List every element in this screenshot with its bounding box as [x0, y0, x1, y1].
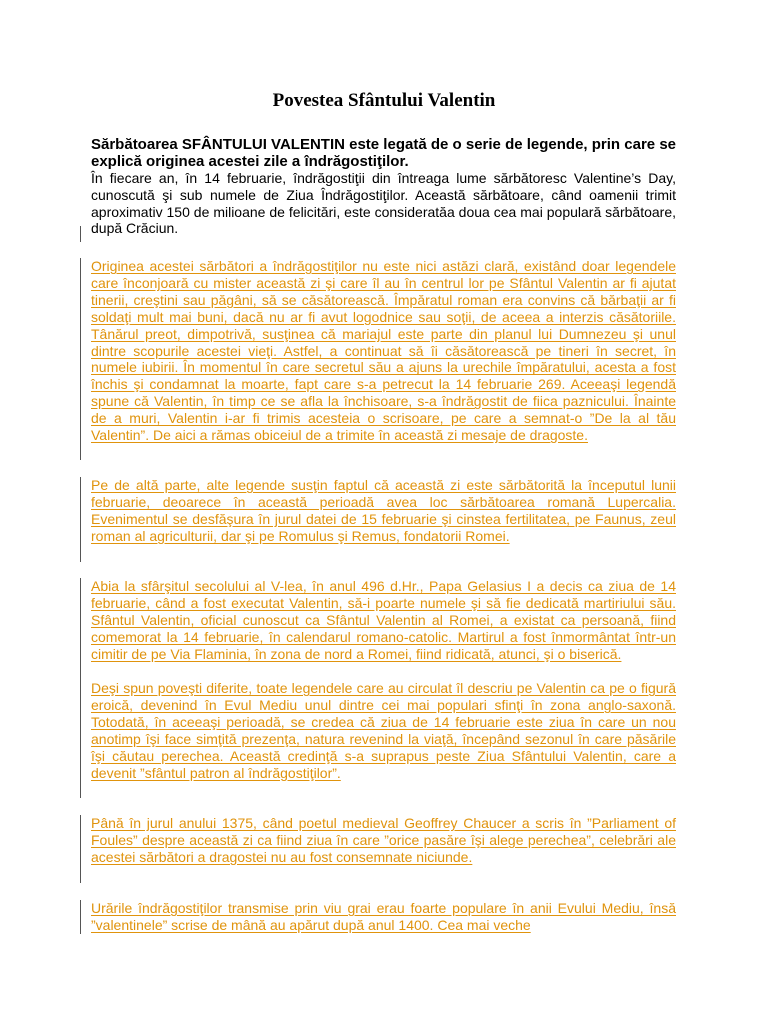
revision-bar	[80, 226, 81, 242]
body-paragraph: Urările îndrăgostiţilor transmise prin viu grai erau foarte populare în anii Evului Mediu, însă ”valentinele” scrise de mână au apărut după anul 1400. Cea mai veche	[91, 900, 676, 933]
body-paragraph: Deşi spun poveşti diferite, toate legendele care au circulat îl descriu pe Valentin ca pe o figură eroică, devenind în Evul Mediu unul dintre cei mai populari sfinţi în zona anglo-saxonă. Totodată, în aceeaşi perioadă, se credea că ziua de 14 februarie este ziua în care un nou anotimp îşi face simţită prezenţa, natura revenind la viaţă, începând sezonul în care păsările îşi căutau perechea. Această credinţă s-a suprapus peste Ziua Sfântului Valentin, care a devenit ”sfântul patron al îndrăgostiţilor”.	[91, 680, 676, 781]
revision-bar	[80, 477, 81, 562]
lead-paragraph: Sărbătoarea SFÂNTULUI VALENTIN este legată de o serie de legende, prin care se explică originea acestei zile a îndrăgostiţilor.	[91, 136, 676, 170]
body-paragraph: Pe de altă parte, alte legende susţin faptul că această zi este sărbătorită la începutul lunii februarie, deoarece în această perioadă avea loc sărbătoarea romană Lupercalia. Evenimentul se desfăşura în jurul datei de 15 februarie şi cinstea fertilitatea, pe Faunus, zeul roman al agriculturii, dar şi pe Romulus şi Remus, fondatorii Romei.	[91, 477, 676, 544]
document-title: Povestea Sfântului Valentin	[272, 90, 496, 111]
body-paragraph: Abia la sfârşitul secolului al V-lea, în anul 496 d.Hr., Papa Gelasius I a decis ca ziua de 14 februarie, când a fost executat Valentin, să-i poarte numele şi să fie dedicată martiriului său. Sfântul Valentin, oficial cunoscut ca Sfântul Valentin al Romei, a existat ca persoană, fiind comemorat la 14 februarie, în calendarul romano-catolic. Martirul a fost înmormântat într-un cimitir de pe Via Flaminia, în zona de nord a Romei, fiind ridicată, atunci, şi o biserică.	[91, 578, 676, 662]
revision-bar	[80, 578, 81, 798]
lead-block	[91, 136, 676, 237]
body-paragraph: Originea acestei sărbători a îndrăgostiţilor nu este nici astăzi clară, existând doar legendele care înconjoară cu mister această zi şi care îl au în centrul lor pe Sfântul Valentin ar fi ajutat tinerii, creştini sau păgâni, să se căsătorească. Împăratul roman era convins că bărbaţii ar fi soldaţi mult mai buni, dacă nu ar fi avut logodnice sau soţii, de aceea a interzis căsătoriile. Tânărul preot, dimpotrivă, susţinea că mariajul este parte din planul lui Dumnezeu şi unul dintre scopurile acestei vieţi. Astfel, a continuat să îi căsătorească pe tineri în secret, în numele iubirii. În momentul în care secretul său a ajuns la urechile împăratului, acesta a fost închis şi condamnat la moarte, fapt care s-a petrecut la 14 februarie 269. Aceeaşi legendă spune că Valentin, în timp ce se afla la închisoare, s-a îndrăgostit de fiica paznicului. Înainte de a muri, Valentin i-ar fi trimis acesteia o scrisoare, pe care a semnat-o ”De la al tău Valentin”. De aici a rămas obiceiul de a trimite în această zi mesaje de dragoste.	[91, 258, 676, 444]
intro-paragraph: În fiecare an, în 14 februarie, îndrăgostiţii din întreaga lume sărbătoresc Valentine’s Day, cunoscută şi sub numele de Ziua Îndrăgostiţilor. Această sărbătoare, când oamenii trimit aproximativ 150 de milioane de felicitări, este consideratăa doua cea mai populară sărbătoare, după Crăciun.	[91, 170, 676, 237]
revision-bar	[80, 258, 81, 460]
body-paragraph: Până în jurul anului 1375, când poetul medieval Geoffrey Chaucer a scris în ”Parliament of Foules” despre această zi ca fiind ziua în care ”orice pasăre îşi alege perechea”, celebrări ale acestei sărbători a dragostei nu au fost consemnate niciunde.	[91, 815, 676, 865]
revision-bar	[80, 900, 81, 934]
revision-bar	[80, 815, 81, 883]
